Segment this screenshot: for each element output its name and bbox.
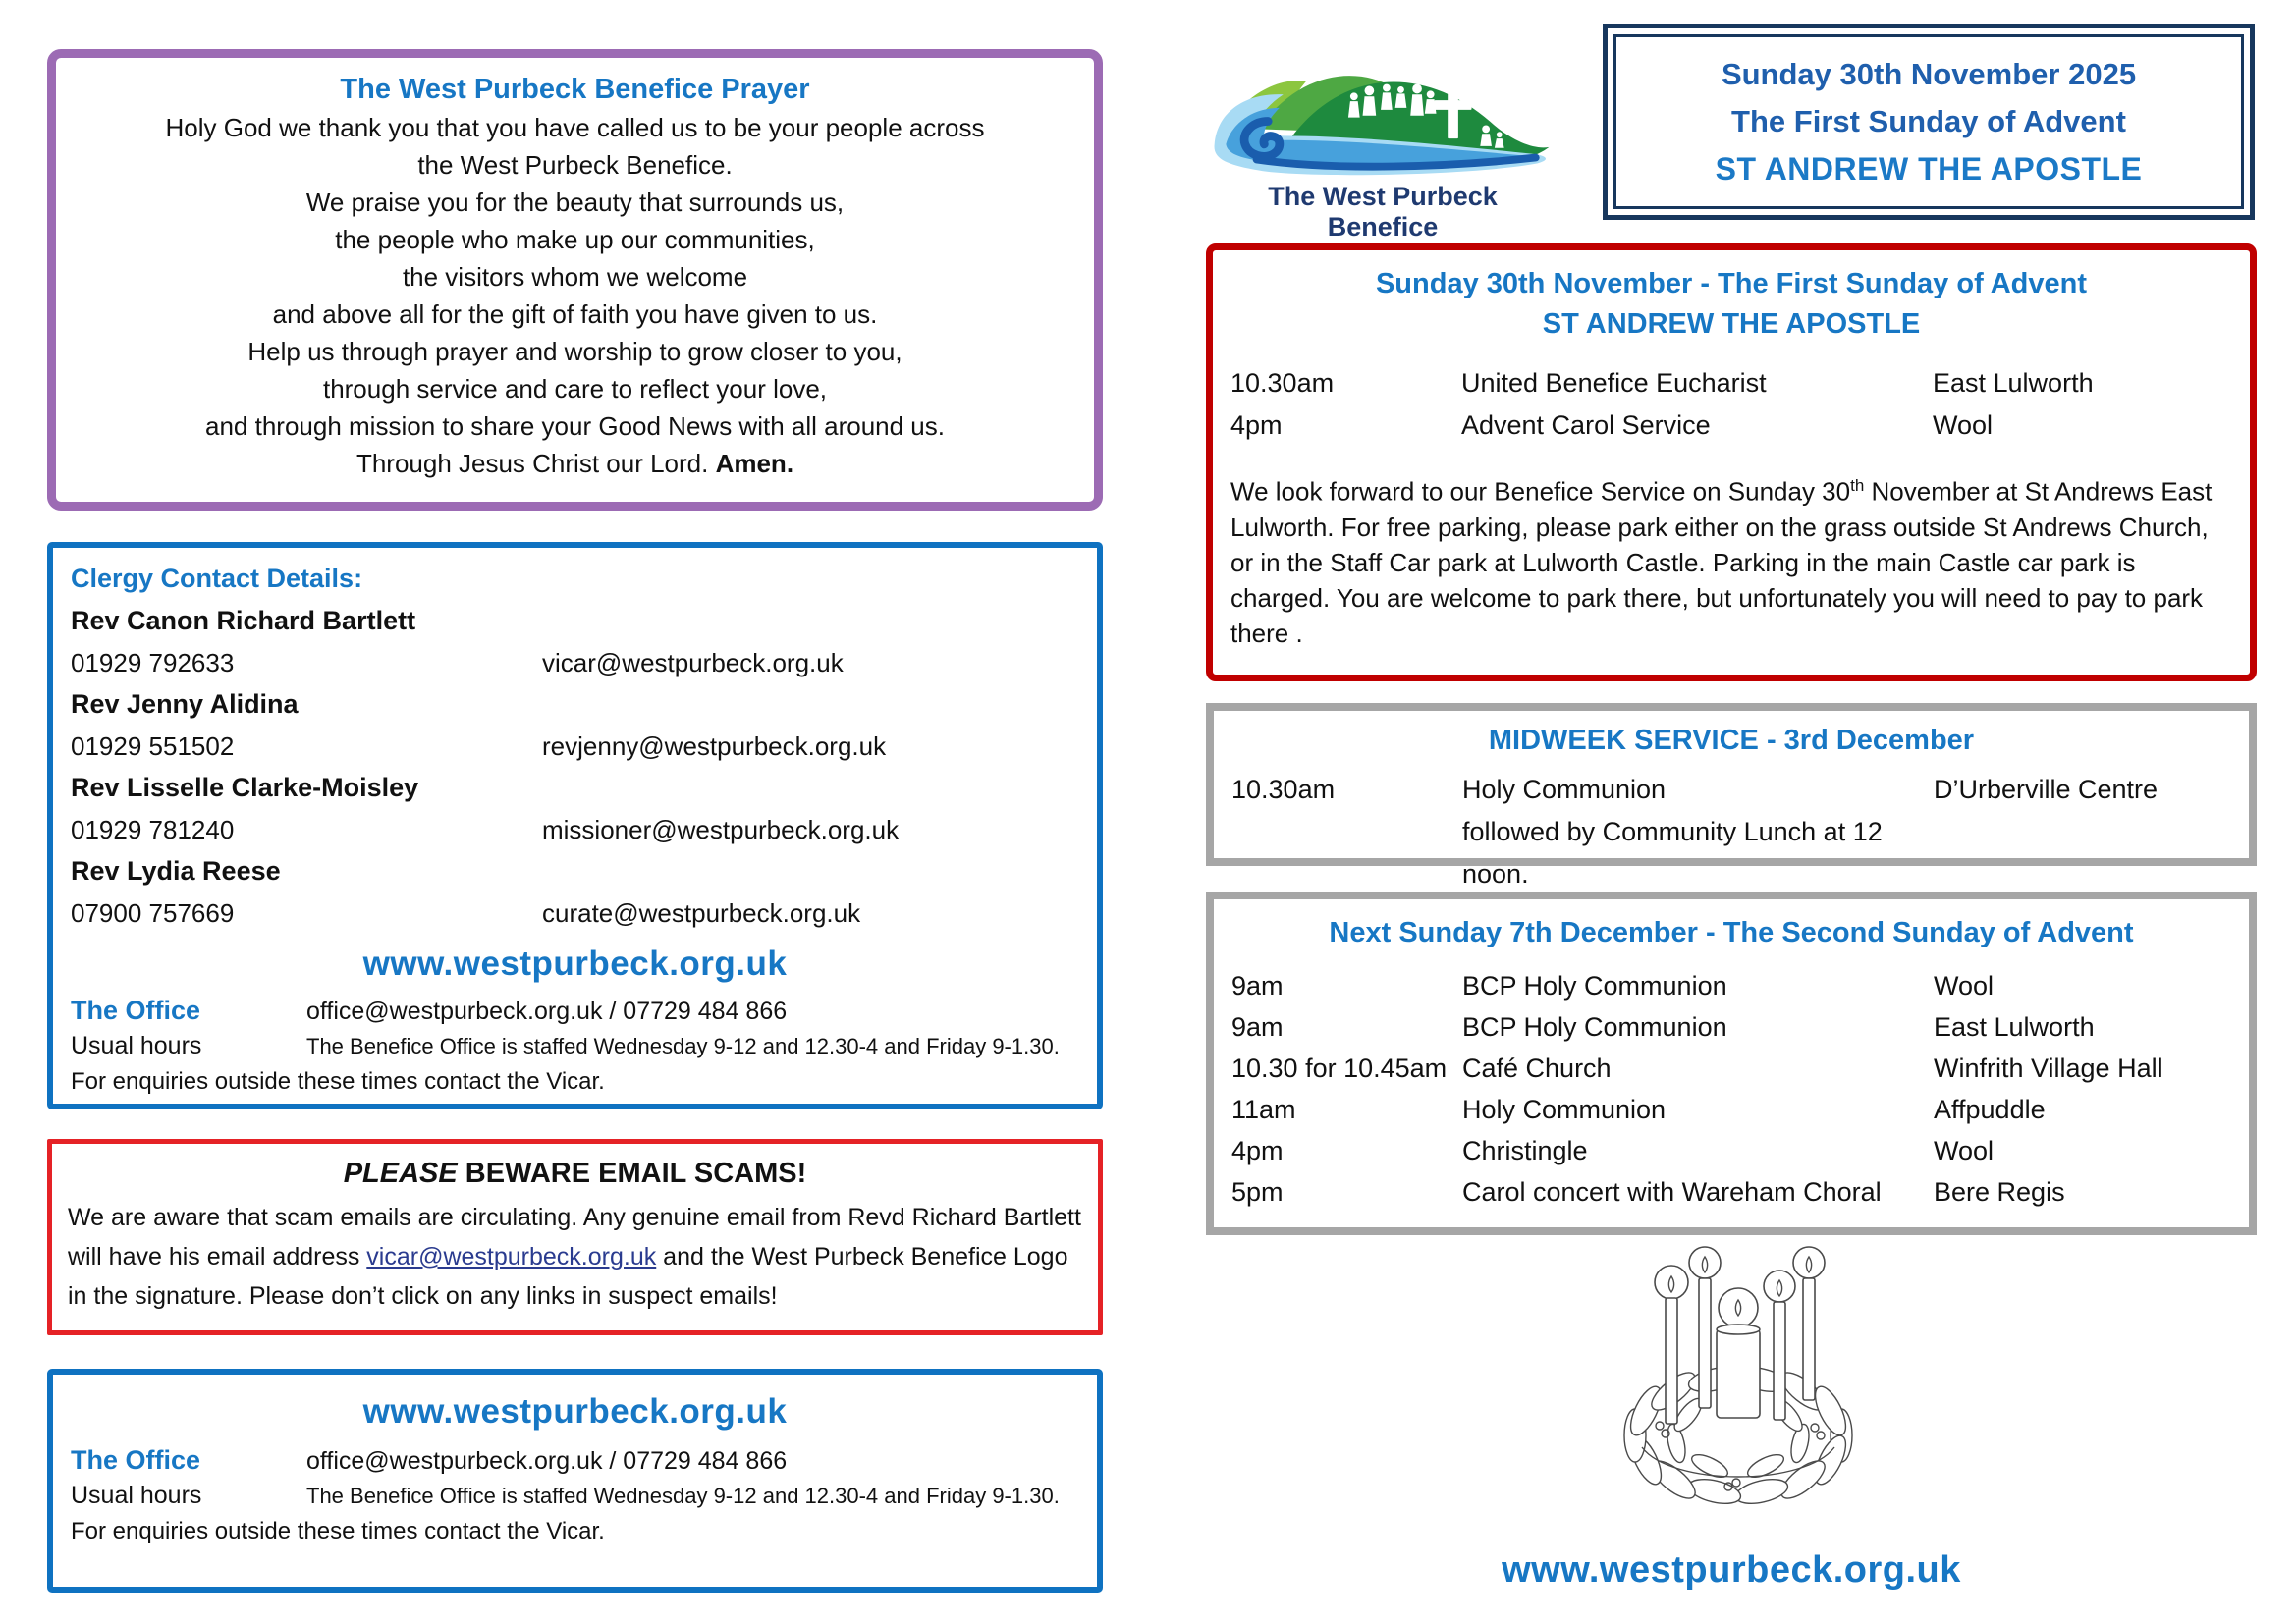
enquiries-text: For enquiries outside these times contact the Vicar. [71,1518,605,1544]
scam-warning-title [68,1158,1082,1190]
service-name: Holy Communion [1462,775,1667,804]
prayer-closing-text: Through Jesus Christ our Lord. [355,449,716,478]
sunday-service-table [1230,362,2232,447]
clergy-name: Rev Canon Richard Bartlett [71,606,416,635]
clergy-name: Rev Lydia Reese [71,856,281,886]
benefice-logo [1210,33,1556,242]
prayer-closing-line [76,445,1074,482]
date-header-box [1603,24,2255,220]
office-hours-row [71,1032,1079,1060]
service-time: 10.30am [1230,368,1335,398]
prayer-title: The West Purbeck Benefice Prayer [340,74,810,105]
service-row [1230,362,2232,405]
footer-website-link[interactable]: www.westpurbeck.org.uk [1502,1549,1961,1591]
service-time: 4pm [1231,1136,1284,1165]
date-header-inner [1613,34,2244,209]
prayer-line: Help us through prayer and worship to grow closer to you, [247,337,902,366]
date-line-2: The First Sunday of Advent [1731,104,2126,138]
service-row [1231,965,2231,1006]
advent-wreath-illustration [1581,1239,1895,1540]
service-location: Winfrith Village Hall [1934,1054,2163,1083]
office-contact[interactable]: office@westpurbeck.org.uk / 07729 484 866 [306,998,788,1025]
clergy-email-link[interactable]: missioner@westpurbeck.org.uk [542,815,900,844]
service-time: 10.30am [1231,775,1336,804]
clergy-name: Rev Jenny Alidina [71,689,299,719]
service-location: Wool [1933,410,1994,440]
prayer-line: the West Purbeck Benefice. [417,150,733,180]
prayer-line: and above all for the gift of faith you have given to us. [272,299,878,329]
service-row [1230,405,2232,447]
clergy-phone: 07900 757669 [71,898,235,928]
clergy-email-link[interactable]: curate@westpurbeck.org.uk [542,898,861,928]
hours-label: Usual hours [71,1482,202,1509]
hours-text: The Benefice Office is staffed Wednesday 9-12 and 12.30-4 and Friday 9-1.30. [306,1034,1060,1058]
benefice-prayer-box [47,49,1103,511]
service-time: 4pm [1230,410,1283,440]
hours-label: Usual hours [71,1032,202,1059]
clergy-contact-row [71,648,1079,678]
note-superscript: th [1850,476,1865,495]
scam-title-rest: BEWARE EMAIL SCAMS! [457,1158,807,1189]
service-location: Bere Regis [1934,1177,2065,1207]
midweek-service-table [1231,769,2231,895]
clergy-phone: 01929 781240 [71,815,235,844]
service-row [1231,1089,2231,1130]
service-location: D’Urberville Centre [1934,775,2159,804]
service-time: 5pm [1231,1177,1284,1207]
service-row [1231,1130,2231,1171]
service-name: BCP Holy Communion [1462,1012,1727,1042]
clergy-contact-box [47,542,1103,1109]
logo-caption: The West Purbeck Benefice [1268,182,1498,242]
hours-text: The Benefice Office is staffed Wednesday 9-12 and 12.30-4 and Friday 9-1.30. [306,1484,1060,1508]
clergy-contact-row [71,898,1079,929]
office-label: The Office [71,1445,201,1475]
service-followup: followed by Community Lunch at 12 noon. [1462,817,1883,889]
prayer-line: Holy God we thank you that you have called us to be your people across [165,113,985,142]
sunday-services-box [1206,243,2257,681]
date-line-1: Sunday 30th November 2025 [1721,57,2137,91]
service-name: Carol concert with Wareham Choral [1462,1177,1882,1207]
clergy-email-link[interactable]: vicar@westpurbeck.org.uk [542,648,844,677]
next-sunday-service-table [1231,965,2231,1213]
sunday-box-subtitle: ST ANDREW THE APOSTLE [1542,308,1921,340]
office-hours-row [71,1482,1079,1510]
service-row [1231,1006,2231,1048]
service-row [1231,1171,2231,1213]
service-time [1231,811,1462,895]
office-contact[interactable]: office@westpurbeck.org.uk / 07729 484 866 [306,1447,788,1475]
service-row [1231,769,2231,811]
prayer-line: the visitors whom we welcome [402,262,748,292]
office-contact-row [71,1445,1079,1476]
prayer-line: through service and care to reflect your love, [322,374,828,404]
next-sunday-services-box [1206,892,2257,1235]
service-row [1231,811,2231,895]
service-name: BCP Holy Communion [1462,971,1727,1001]
clergy-name: Rev Lisselle Clarke-Moisley [71,773,419,802]
prayer-line: We praise you for the beauty that surrounds us, [305,188,845,217]
service-row [1231,1048,2231,1089]
midweek-box-title: MIDWEEK SERVICE - 3rd December [1488,725,1975,756]
service-name: Holy Communion [1462,1095,1667,1124]
parking-note [1230,468,2232,651]
scam-body-after: and the West Purbeck Benefice Logo in the signature. Please don’t click on any links in suspect emails! [68,1243,1068,1310]
service-time: 11am [1231,1095,1296,1124]
benefice-website-link[interactable]: www.westpurbeck.org.uk [362,1392,788,1431]
prayer-amen: Amen. [715,449,794,478]
scam-title-emphasis: PLEASE [343,1158,458,1189]
next-sunday-box-title: Next Sunday 7th December - The Second Sunday of Advent [1329,917,2134,948]
service-location: East Lulworth [1934,1012,2095,1042]
email-scam-warning-box [47,1139,1103,1335]
clergy-title: Clergy Contact Details: [71,564,363,593]
clergy-phone: 01929 551502 [71,731,235,761]
service-location: Wool [1934,971,1995,1001]
service-location: Affpuddle [1934,1095,2046,1124]
service-time: 9am [1231,971,1284,1001]
service-name: Café Church [1462,1054,1612,1083]
clergy-phone: 01929 792633 [71,648,235,677]
vicar-email-link[interactable]: vicar@westpurbeck.org.uk [366,1243,657,1271]
office-contact-row [71,996,1079,1026]
enquiries-text: For enquiries outside these times contact the Vicar. [71,1068,605,1095]
benefice-website-link[interactable]: www.westpurbeck.org.uk [362,945,788,983]
scam-body-before: We are aware that scam emails are circulating. Any genuine email from Revd Richard Bartlett will have his email address [68,1204,1081,1271]
service-location: Wool [1934,1136,1995,1165]
benefice-logo-icon [1210,33,1556,177]
service-name: Christingle [1462,1136,1588,1165]
clergy-email-link[interactable]: revjenny@westpurbeck.org.uk [542,731,887,761]
date-line-3: ST ANDREW THE APOSTLE [1715,151,2143,187]
office-label: The Office [71,996,201,1025]
service-location: East Lulworth [1933,368,2094,398]
clergy-contact-row [71,731,1079,762]
sunday-box-title: Sunday 30th November - The First Sunday of Advent [1375,268,2088,299]
clergy-contact-row [71,815,1079,845]
office-details-box [47,1369,1103,1593]
prayer-line: the people who make up our communities, [335,225,815,254]
advent-wreath-icon [1581,1239,1895,1540]
note-text: November at St Andrews East Lulworth. For free parking, please park either on the grass outside St Andrews Church, or in the Staff Car park at Lulworth Castle. Parking in the main Castle car park is charged. You are welcome to park there, but unfortunately you will need to pay to park there . [1230,476,2213,648]
prayer-line: and through mission to share your Good News with all around us. [205,411,945,441]
midweek-service-box [1206,703,2257,889]
service-name: Advent Carol Service [1461,410,1711,440]
service-time: 9am [1231,1012,1284,1042]
scam-warning-body [68,1198,1082,1316]
service-name: United Benefice Eucharist [1461,368,1767,398]
note-text: We look forward to our Benefice Service on Sunday 30 [1230,476,1851,507]
service-time: 10.30 for 10.45am [1231,1054,1448,1083]
